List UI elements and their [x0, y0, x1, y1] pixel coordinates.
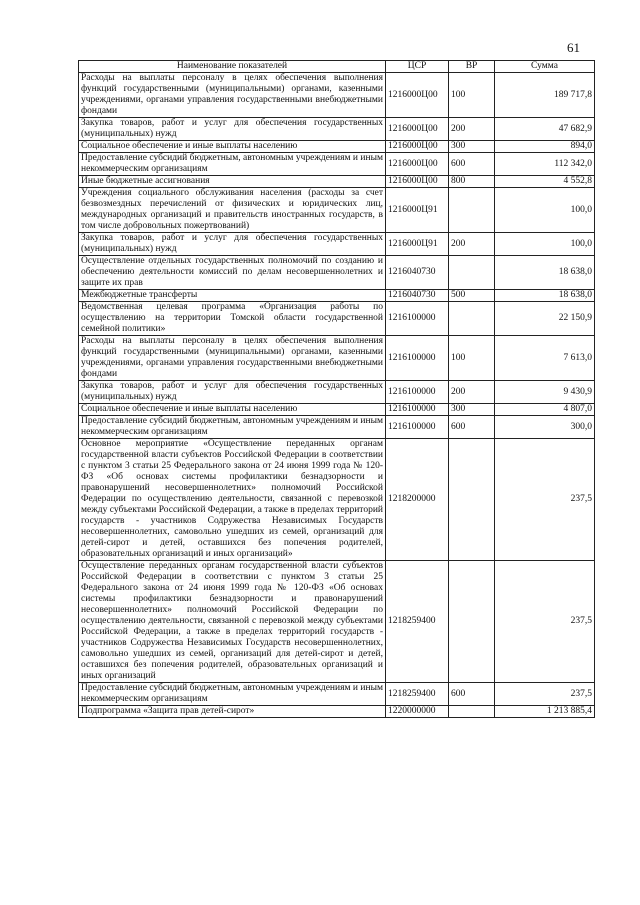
- table-row: [79, 416, 595, 439]
- table-row: [79, 404, 595, 416]
- row-vr: 600: [449, 683, 495, 706]
- header-vr: ВР: [449, 61, 495, 73]
- row-csr: 1216100000: [386, 336, 449, 381]
- row-csr: 1216100000: [386, 302, 449, 336]
- row-sum: 18 638,0: [495, 290, 595, 302]
- page-number: 61: [567, 40, 580, 55]
- row-vr: [449, 256, 495, 290]
- row-name: Основное мероприятие «Осуществление переданных органам государственной власти субъектов Российской Федерации в соответствии с пунктом 3 статьи 25 Федерального закона от 24 июня 1999 года № 120-ФЗ «Об основах системы профилактики безнадзорности и правонарушений несовершеннолетних» полномочий Российской Федерации по осуществлению деятельности, связанной с перевозкой между субъектами Российской Федерации, а также в пределах территорий государств - участников Содружества Независимых Государств несовершеннолетних, самовольно ушедших из семей, организаций для детей-сирот и детей, оставшихся без попечения родителей, образовательных организаций и иных организаций»: [79, 439, 386, 561]
- table-row: [79, 233, 595, 256]
- header-csr: ЦСР: [386, 61, 449, 73]
- row-sum: 112 342,0: [495, 153, 595, 176]
- table-row: [79, 336, 595, 381]
- row-vr: 200: [449, 118, 495, 141]
- table-row: [79, 706, 595, 718]
- table-header-row: [79, 61, 595, 73]
- header-sum: Сумма: [495, 61, 595, 73]
- row-vr: 500: [449, 290, 495, 302]
- row-sum: 237,5: [495, 683, 595, 706]
- row-csr: 1216100000: [386, 381, 449, 404]
- table-row: [79, 302, 595, 336]
- row-csr: 1216040730: [386, 290, 449, 302]
- row-sum: 100,0: [495, 233, 595, 256]
- row-sum: 9 430,9: [495, 381, 595, 404]
- row-name: Закупка товаров, работ и услуг для обеспечения государственных (муниципальных) нужд: [79, 118, 386, 141]
- row-name: Учреждения социального обслуживания населения (расходы за счет безвозмездных перечислений от физических и юридических лиц, международных организаций и правительств иностранных государств, в том числе добровольных пожертвований): [79, 188, 386, 233]
- row-name: Закупка товаров, работ и услуг для обеспечения государственных (муниципальных) нужд: [79, 381, 386, 404]
- row-name: Подпрограмма «Защита прав детей-сирот»: [79, 706, 386, 718]
- row-name: Межбюджетные трансферты: [79, 290, 386, 302]
- row-sum: 237,5: [495, 439, 595, 561]
- row-vr: 100: [449, 336, 495, 381]
- row-csr: 1216000Ц00: [386, 176, 449, 188]
- row-sum: 300,0: [495, 416, 595, 439]
- table-row: [79, 439, 595, 561]
- row-vr: [449, 302, 495, 336]
- table-row: [79, 153, 595, 176]
- row-csr: 1218259400: [386, 561, 449, 683]
- row-name: Социальное обеспечение и иные выплаты населению: [79, 141, 386, 153]
- table-row: [79, 176, 595, 188]
- row-csr: 1220000000: [386, 706, 449, 718]
- row-vr: 300: [449, 141, 495, 153]
- row-vr: [449, 439, 495, 561]
- row-sum: 7 613,0: [495, 336, 595, 381]
- row-vr: 100: [449, 73, 495, 118]
- row-sum: 4 807,0: [495, 404, 595, 416]
- row-vr: 200: [449, 381, 495, 404]
- row-csr: 1218200000: [386, 439, 449, 561]
- row-sum: 1 213 885,4: [495, 706, 595, 718]
- row-sum: 894,0: [495, 141, 595, 153]
- row-sum: 47 682,9: [495, 118, 595, 141]
- row-csr: 1216100000: [386, 416, 449, 439]
- row-sum: 18 638,0: [495, 256, 595, 290]
- row-name: Социальное обеспечение и иные выплаты населению: [79, 404, 386, 416]
- row-vr: 600: [449, 416, 495, 439]
- row-csr: 1216000Ц00: [386, 73, 449, 118]
- row-name: Предоставление субсидий бюджетным, автономным учреждениям и иным некоммерческим организациям: [79, 683, 386, 706]
- row-vr: 600: [449, 153, 495, 176]
- row-name: Предоставление субсидий бюджетным, автономным учреждениям и иным некоммерческим организациям: [79, 153, 386, 176]
- row-vr: [449, 561, 495, 683]
- row-vr: [449, 706, 495, 718]
- table-row: [79, 290, 595, 302]
- row-vr: 800: [449, 176, 495, 188]
- row-vr: 300: [449, 404, 495, 416]
- table-row: [79, 683, 595, 706]
- row-csr: 1216000Ц91: [386, 233, 449, 256]
- row-name: Осуществление переданных органам государственной власти субъектов Российской Федерации в соответствии с пунктом 3 статьи 25 Федерального закона от 24 июня 1999 года № 120-ФЗ «Об основах системы профилактики безнадзорности и правонарушений несовершеннолетних» полномочий Российской Федерации по осуществлению деятельности, связанной с перевозкой между субъектами Российской Федерации, а также в пределах территорий государств - участников Содружества Независимых Государств несовершеннолетних, самовольно ушедших из семей, организаций для детей-сирот и детей, оставшихся без попечения родителей, образовательных организаций и иных организаций: [79, 561, 386, 683]
- row-name: Осуществление отдельных государственных полномочий по созданию и обеспечению деятельности комиссий по делам несовершеннолетних и защите их прав: [79, 256, 386, 290]
- row-vr: 200: [449, 233, 495, 256]
- row-csr: 1216000Ц00: [386, 118, 449, 141]
- table-row: [79, 381, 595, 404]
- row-csr: 1216000Ц00: [386, 141, 449, 153]
- table-row: [79, 188, 595, 233]
- table-row: [79, 256, 595, 290]
- row-csr: 1216000Ц91: [386, 188, 449, 233]
- row-sum: 100,0: [495, 188, 595, 233]
- table-row: [79, 118, 595, 141]
- row-sum: 189 717,8: [495, 73, 595, 118]
- row-sum: 22 150,9: [495, 302, 595, 336]
- row-name: Расходы на выплаты персоналу в целях обеспечения выполнения функций государственными (муниципальными) органами, казенными учреждениями, органами управления государственными внебюджетными фондами: [79, 73, 386, 118]
- row-csr: 1216100000: [386, 404, 449, 416]
- budget-table: [78, 60, 595, 718]
- row-vr: [449, 188, 495, 233]
- row-csr: 1218259400: [386, 683, 449, 706]
- table-row: [79, 561, 595, 683]
- row-sum: 4 552,8: [495, 176, 595, 188]
- row-csr: 1216000Ц00: [386, 153, 449, 176]
- header-name: Наименование показателей: [79, 61, 386, 73]
- row-name: Иные бюджетные ассигнования: [79, 176, 386, 188]
- table-row: [79, 73, 595, 118]
- table-row: [79, 141, 595, 153]
- row-name: Закупка товаров, работ и услуг для обеспечения государственных (муниципальных) нужд: [79, 233, 386, 256]
- row-name: Предоставление субсидий бюджетным, автономным учреждениям и иным некоммерческим организациям: [79, 416, 386, 439]
- row-sum: 237,5: [495, 561, 595, 683]
- row-name: Ведомственная целевая программа «Организация работы по осуществлению на территории Томской области государственной семейной политики»: [79, 302, 386, 336]
- row-csr: 1216040730: [386, 256, 449, 290]
- row-name: Расходы на выплаты персоналу в целях обеспечения выполнения функций государственными (муниципальными) органами, казенными учреждениями, органами управления государственными внебюджетными фондами: [79, 336, 386, 381]
